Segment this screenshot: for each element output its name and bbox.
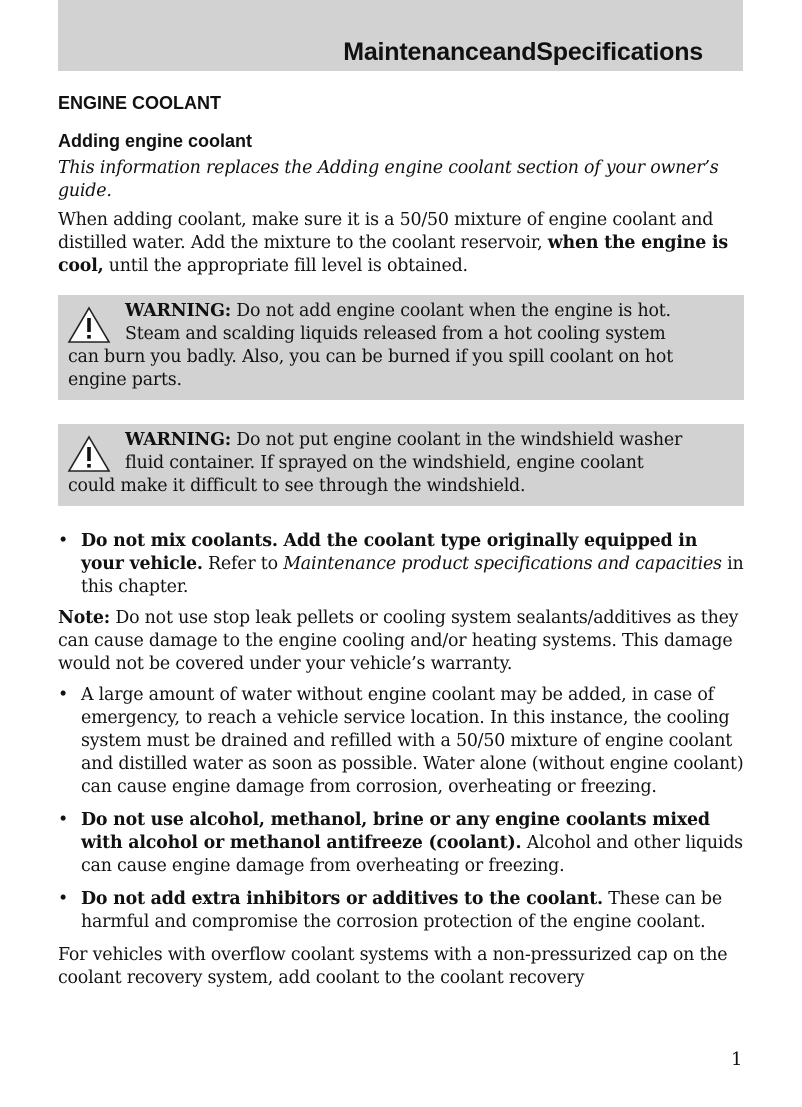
bullet1-italic: Maintenance product specifications and capacities — [283, 554, 722, 574]
bullet1-text-a: Refer to — [202, 554, 284, 574]
intro-italic: This information replaces the Adding engine coolant section of your owner’s guide. — [58, 158, 719, 201]
section-heading: ENGINE COOLANT — [58, 93, 222, 113]
warning1-line1-text: Do not add engine coolant when the engine is hot. — [230, 301, 671, 321]
warning1-line2: Steam and scalding liquids released from a hot cooling system — [125, 324, 666, 344]
warning2-line1-text: Do not put engine coolant in the windshield washer — [230, 430, 683, 450]
bullet1-bold: Do not mix coolants. Add the coolant type originally equipped in your vehicle. — [81, 531, 698, 574]
bullet3-text: Alcohol and other liquids can cause engine damage from overheating or freezing. — [81, 833, 743, 876]
page-header-title: MaintenanceandSpecifications — [343, 38, 703, 66]
warning1-label: WARNING: — [125, 301, 231, 321]
subheading: Adding engine coolant — [58, 131, 252, 151]
warning-box-windshield — [58, 424, 744, 506]
bullet1-text-b: in this chapter. — [81, 554, 744, 597]
header-band — [58, 0, 743, 71]
list-item-water-emergency — [58, 684, 744, 799]
note-paragraph — [58, 607, 744, 676]
final-paragraph: For vehicles with overflow coolant systems with a non-pressurized cap on the coolant recovery system, add coolant to the coolant recovery — [58, 945, 728, 988]
warning-triangle-icon — [66, 305, 112, 345]
note-text: Do not use stop leak pellets or cooling system sealants/additives as they can cause damage to the engine cooling and/or heating systems. This damage would not be covered under your vehicle’s warranty. — [58, 608, 739, 674]
para1-bold: when the engine is cool, — [58, 233, 728, 276]
page-number: 1 — [731, 1049, 743, 1070]
bullet3-bold: Do not use alcohol, methanol, brine or any engine coolants mixed with alcohol or methanol antifreeze (coolant). — [81, 810, 710, 853]
warning2-rest: could make it difficult to see through the windshield. — [68, 476, 526, 496]
bullet4-bold: Do not add extra inhibitors or additives to the coolant. — [81, 889, 603, 909]
list-item-do-not-mix — [58, 530, 744, 599]
bullet-glyph: • — [58, 685, 69, 705]
warning-triangle-icon — [66, 434, 112, 474]
warning2-line1 — [68, 429, 734, 452]
bullet-glyph: • — [58, 889, 69, 909]
warning-box-hot-engine — [58, 295, 744, 400]
para1-text-b: until the appropriate fill level is obtained. — [103, 256, 468, 276]
bullet-glyph: • — [58, 531, 69, 551]
warning2-line2: fluid container. If sprayed on the windshield, engine coolant — [125, 453, 644, 473]
list-item-no-inhibitors — [58, 888, 744, 934]
paragraph-adding-coolant — [58, 209, 744, 278]
note-label: Note: — [58, 608, 111, 628]
para1-text-a: When adding coolant, make sure it is a 50/50 mixture of engine coolant and distilled water. Add the mixture to the coolant reservoir, — [58, 210, 714, 253]
bullet-glyph: • — [58, 810, 69, 830]
bullet4-text: These can be harmful and compromise the corrosion protection of the engine coolant. — [81, 889, 722, 932]
bullet2-text: A large amount of water without engine coolant may be added, in case of emergency, to reach a vehicle service location. In this instance, the cooling system must be drained and refilled with a 50/50 mixture of engine coolant and distilled water as soon as possible. Water alone (without engine coolant) can cause engine damage from corrosion, overheating or freezing. — [81, 685, 744, 797]
warning1-rest: can burn you badly. Also, you can be burned if you spill coolant on hot engine parts. — [68, 347, 673, 390]
page-content — [58, 92, 744, 990]
warning2-label: WARNING: — [125, 430, 231, 450]
list-item-no-alcohol — [58, 809, 744, 878]
warning1-line1 — [68, 300, 734, 323]
